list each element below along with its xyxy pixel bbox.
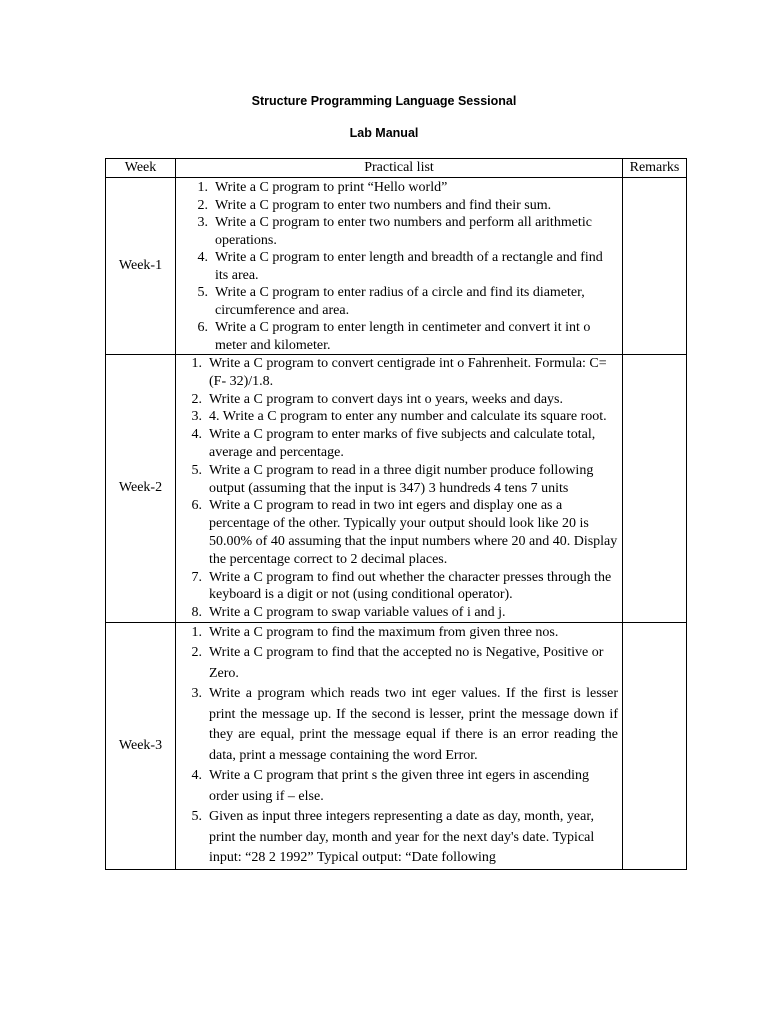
lab-table [105,158,687,870]
item-number: 4. [197,250,208,265]
item-text: Write a C program that print s the given three int egers in ascending order using if – else. [209,768,590,804]
item-number: 3. [197,215,208,230]
item-text: Write a program which reads two int eger values. If the first is lesser print the message up. If the second is lesser, print the message down if they are equal, print the message equal if there is an error reading the data, print a message containing the word Error. [209,686,618,763]
list-item [176,249,622,284]
week-label: Week-2 [106,355,176,623]
list-item [176,643,622,684]
list-item [176,569,622,605]
document-subtitle: Lab Manual [349,126,419,140]
item-text: Write a C program to enter marks of five subjects and calculate total, average and percentage. [209,427,596,460]
item-number: 1. [191,624,202,640]
item-number: 6. [191,498,202,514]
remarks-cell [623,622,687,869]
item-text: Write a C program to convert days int o years, weeks and days. [209,391,563,407]
list-item [176,391,622,409]
header-practical-list: Practical list [176,159,623,178]
item-text: Write a C program to enter length in centimeter and convert it int o meter and kilometer. [215,320,591,353]
item-text: Write a C program to find the maximum from given three nos. [209,624,559,640]
list-item [176,179,622,197]
list-item [176,408,622,426]
list-item [176,355,622,391]
list-item [176,684,622,766]
item-text: Write a C program to read in two int egers and display one as a percentage of the other. Typically your output should look like 20 is 50.00% of 40 assuming that the input numbers where 20 and 40. Display the percentage correct to 2 decimal places. [209,498,618,567]
item-number: 2. [191,645,202,661]
item-number: 1. [197,180,208,195]
item-number: 1. [191,356,202,371]
item-number: 2. [197,197,208,213]
item-number: 4. [191,768,202,784]
table-header-row [106,159,687,178]
item-text: Write a C program to convert centigrade int o Fahrenheit. Formula: C= (F- 32)/1.8. [209,356,607,389]
item-number: 6. [197,320,208,335]
item-text: Write a C program to enter two numbers and perform all arithmetic operations. [215,215,592,248]
practical-list-cell [176,622,623,869]
week-label: Week-3 [106,622,176,869]
list-item [176,284,622,319]
list-item [176,426,622,462]
table-row [106,178,687,355]
item-number: 7. [191,569,202,585]
item-number: 5. [191,462,202,478]
item-text: Write a C program to enter length and breadth of a rectangle and find its area. [215,250,603,283]
item-text: Given as input three integers representing a date as day, month, year, print the number day, month and year for the next day's date. Typical input: “28 2 1992” Typical output: “Date following [209,809,595,866]
remarks-cell [623,355,687,623]
item-text: 4. Write a C program to enter any number and calculate its square root. [209,409,607,425]
list-item [176,604,622,622]
practical-list [176,178,622,354]
item-number: 2. [191,391,202,407]
item-number: 3. [191,686,202,702]
item-text: Write a C program to print “Hello world” [215,180,448,195]
practical-list [176,623,622,869]
list-item [176,462,622,498]
table-row [106,622,687,869]
item-text: Write a C program to swap variable values of i and j. [209,605,506,621]
item-text: Write a C program to enter radius of a circle and find its diameter, circumference and area. [215,285,585,318]
item-number: 3. [191,409,202,425]
item-text: Write a C program to enter two numbers and find their sum. [215,197,552,213]
list-item [176,766,622,807]
remarks-cell [623,178,687,355]
item-number: 4. [191,427,202,443]
list-item [176,807,622,869]
document-title: Structure Programming Language Sessional [251,94,517,108]
item-text: Write a C program to find that the accepted no is Negative, Positive or Zero. [209,645,604,681]
table-row [106,355,687,623]
list-item [176,319,622,354]
item-number: 8. [191,605,202,621]
item-number: 5. [191,809,202,825]
header-week: Week [106,159,176,178]
list-item [176,623,622,644]
item-text: Write a C program to read in a three digit number produce following output (assuming that the input is 347) 3 hundreds 4 tens 7 units [209,462,594,496]
practical-list-cell [176,355,623,623]
practical-list [176,355,622,622]
list-item [176,197,622,215]
header-remarks: Remarks [623,159,687,178]
item-number: 5. [197,285,208,300]
item-text: Write a C program to find out whether the character presses through the keyboard is a digit or not (using conditional operator). [209,569,612,603]
practical-list-cell [176,178,623,355]
list-item [176,214,622,249]
week-label: Week-1 [106,178,176,355]
list-item [176,497,622,568]
